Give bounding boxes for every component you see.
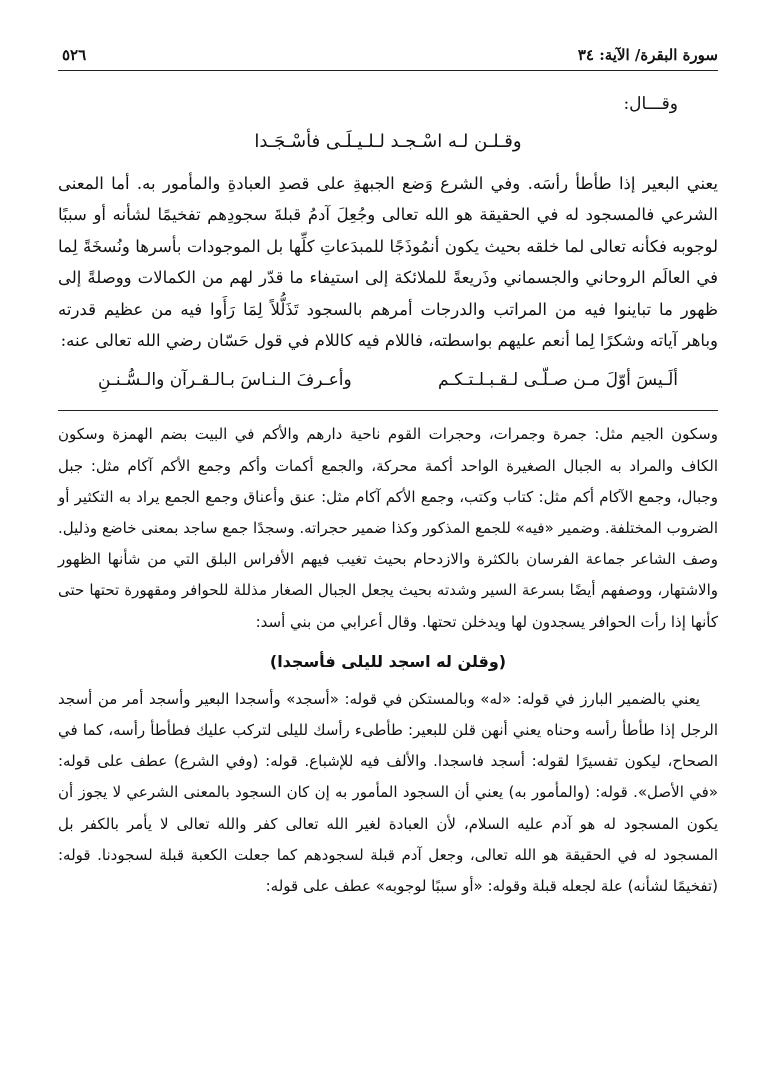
qal-intro: وقـــال: (623, 94, 678, 114)
running-header (58, 40, 718, 68)
couplet-first-hemistich: ألَـيسَ أوّلَ مـن صـلّـى لـقـبـلـتـكـم (437, 370, 678, 391)
commentary-heading: (وقلن له اسجد لليلى فأسجدا) (269, 651, 507, 671)
header-rule (58, 70, 718, 71)
couplet-second-hemistich: وأعـرفَ الـنـاسَ بـالـقـرآن والـسُّـنـنِ (98, 370, 352, 391)
main-text-paragraph: يعني البعير إذا طأطأ رأسَه. وفي الشرع وَضع الجبهةِ على قصدِ العبادةِ والمأمور به. أما المعنى الشرعي فالمسجود له في الحقيقة هو الله تعالى وجُعِلَ آدمُ قبلةَ سجودِهم تفخيمًا لشأنه أو سببًا لوجوبه فكأنه تعالى لما خلقه بحيث يكون أنمُوذَجًا للمبدَعاتِ كلِّها بل الموجودات بأسرها ونُسخَةً لِما في العالَم الروحاني والجسماني وذَريعةً للملائكة إلى استيفاء ما قدّر لهم من الكمالات ووصلةً إلى ظهور ما تباينوا فيه من المراتب والدرجات أمرهم بالسجود تَذَلُّلاً لِمَا رَأَوا فيه من عظيم قدرته وباهر آياته وشكرًا لِما أنعم عليهم بواسطته، فاللام فيه كاللام في قول حَسّان رضي الله تعالى عنه: (58, 174, 718, 351)
poetry-couplet (58, 360, 718, 400)
page (58, 40, 718, 902)
page-number: ٥٢٦ (62, 46, 87, 64)
surah-verse-title: سورة البقرة/ الآية: ٣٤ (577, 46, 718, 64)
commentary-paragraph-2: يعني بالضمير البارز في قوله: «له» وبالمستكن في قوله: «أسجد» وأسجدا البعير وأسجد أمر من أسجد الرجل إذا طأطأ رأسه وحناه يعني أنهن قلن للبعير: طأطىء رأسك لليلى لتركب عليك فطأطأ رأسه، كما في الصحاح، ليكون تفسيرًا لقوله: أسجد فاسجدا. والألف فيه للإشباع. قوله: (وفي الشرع) عطف على قوله: «في الأصل». قوله: (والمأمور به) يعني أن السجود المأمور به إن كان السجود بالمعنى الشرعي لا يجوز أن يكون المسجود له هو آدم عليه السلام، لأن العبادة لغير الله تعالى كفر والله تعالى لا يأمر بالكفر بل المسجود له في الحقيقة هو الله تعالى، وجعل آدم قبلة لسجودهم كما جعلت الكعبة قبلة لسجودنا. قوله: (تفخيمًا لشأنه) علة لجعله قبلة وقوله: «أو سببًا لوجوبه» عطف على قوله: (58, 689, 718, 896)
commentary-paragraph-1: وسكون الجيم مثل: جمرة وجمرات، وحجرات القوم ناحية دارهم والأكم في البيت بضم الهمزة وسكون الكاف والمراد به الجبال الصغيرة الواحد أكمة محركة، والجمع أكمات وأكم وجمع الأكم آكام مثل: جبل وجبال، وجمع الآكام أكم مثل: كتاب وكتب، وجمع الأكم آكام مثل: عنق وأعناق وجمع الجمع يراد به التكثير أو الضروب المختلفة. وضمير «فيه» للجمع المذكور وكذا ضمير حجراته. وسجدًا جمع ساجد بمعنى خاضع وذليل. وصف الشاعر جماعة الفرسان بالكثرة والازدحام بحيث تغيب فيهم الأفراس البلق التي من شأنها الظهور والاشتهار، ووصفهم أيضًا بسرعة السير وشدته بحيث يجعل الجبال الصغار مذللة للحوافر ومقهورة تحتها حتى كأنها إذا رأت الحوافر يسجدون لها ويدخلن تحتها. وقال أعرابي من بني أسد: (58, 425, 718, 631)
poetry-verse: وقـلـن لـه اسْـجـد لـلـيـلَـى فأسْـجَـدا (254, 131, 522, 152)
footnote-separator (58, 410, 718, 411)
